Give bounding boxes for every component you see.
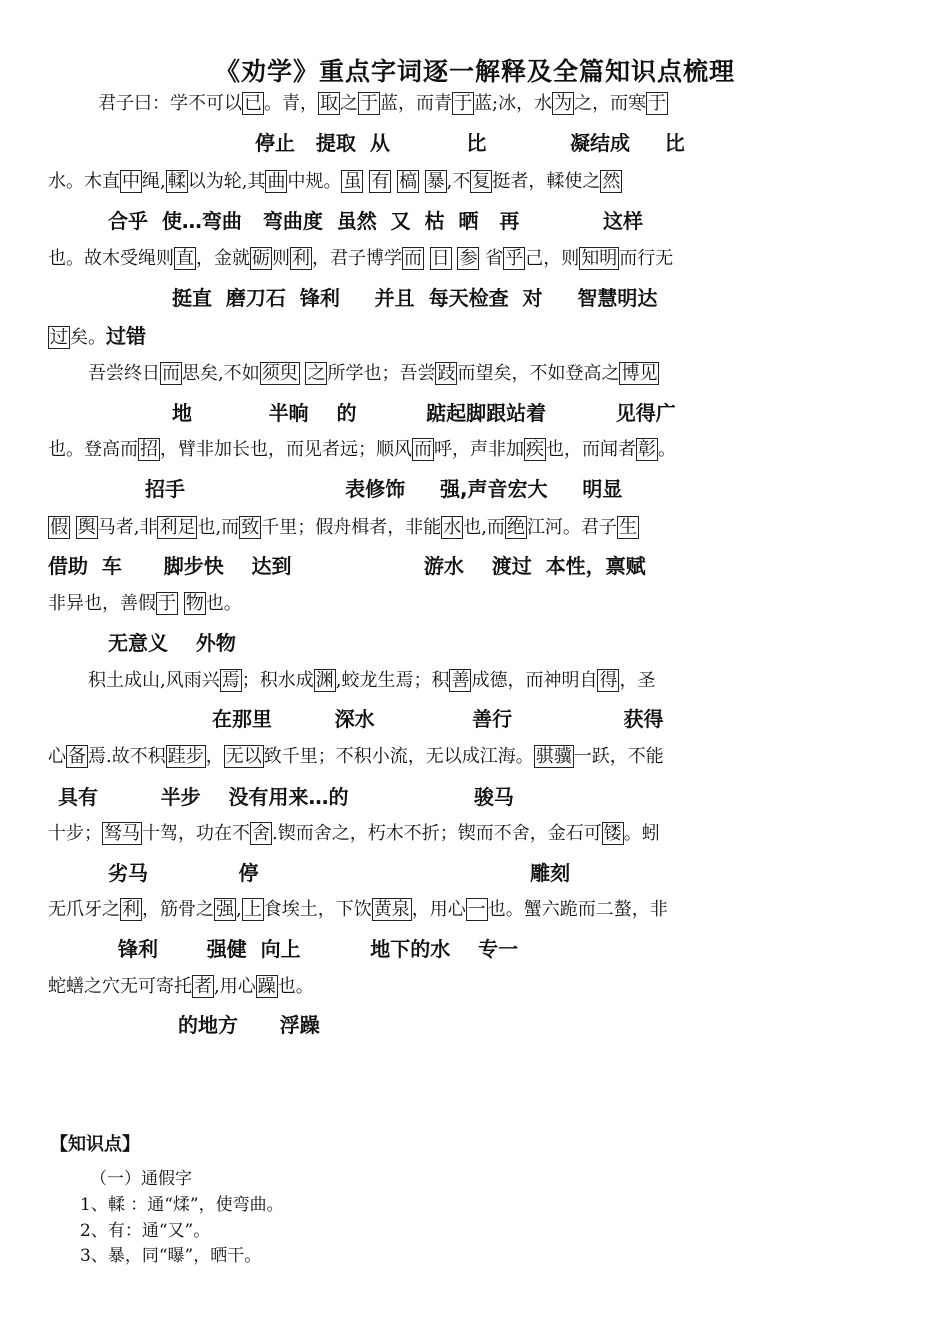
text-line-11: 十步； 驽马 十驾，功在不 舍 .锲而舍之，朽木不折；锲而不舍，金石可 镂 。蚓 (48, 823, 660, 844)
text-line-7: 假 舆 马者,非 利足 也,而 致 千里；假舟楫者，非能 水 也,而 绝 江河。君子 生 (50, 517, 637, 538)
gloss-line-2: 合乎 使…弯曲 弯曲度 虽然 又 枯 晒 再 这样 (108, 209, 643, 233)
gloss-line-12: 锋利 强健 向上 地下的水 专一 (118, 937, 519, 961)
gloss-line-8: 无意义 外物 (108, 631, 236, 655)
text-line-9: 积土成山,风雨兴 焉 ；积水成 渊 ,蛟龙生焉；积 善 成德，而神明自 得 ，圣 (88, 670, 656, 691)
gloss-line-6: 招手 表修饰 强,声音宏大 明显 (145, 477, 623, 501)
gloss-line-3: 挺直 磨刀石 锋利 并且 每天检查 对 智慧明达 (172, 286, 658, 310)
text-line-4: 过 矣。过错 (50, 324, 146, 348)
text-line-12: 无爪牙之 利 ，筋骨之 强 , 上 食埃土，下饮 黄泉 ，用心 一 也。蟹六跪而二螯，非 (48, 899, 668, 920)
text-line-5: 吾尝终日 而 思矣,不如 须臾 之 所学也；吾尝 跂 而望矣，不如登高之 博见 (88, 363, 658, 384)
gloss-line-5: 地 半晌 的 踮起脚跟站着 见得广 (172, 401, 676, 425)
text-line-10: 心 备 焉.故不积 跬步 ， 无以 致千里；不积小流，无以成江海。 骐骥 一跃，不能 (48, 746, 664, 767)
text-line-3: 也。故木受绳则 直 ，金就 砺 则 利 ，君子博学 而 日 参 省 乎 己，则 知明 而行无 (48, 248, 674, 269)
knowledge-item-3: 3、暴，同“曝”，晒干。 (80, 1246, 262, 1266)
gloss-line-11: 劣马 停 雕刻 (108, 861, 571, 885)
text-line-1: 君子曰：学不可以 已 。青， 取 之 于 蓝，而青 于 蓝;冰，水 为 之，而寒 于 (98, 93, 667, 114)
text-line-13: 蛇蟮之穴无可寄托 者 ,用心 躁 也。 (48, 976, 314, 997)
knowledge-section: （一）通假字 (90, 1169, 192, 1189)
knowledge-item-2: 2、有：通“又”。 (80, 1221, 211, 1241)
text-line-6: 也。登高而 招 ，臂非加长也，而见者远；顺风 而 呼，声非加 疾 也，而闻者 彰 。 (48, 439, 676, 460)
gloss-line-7: 借助 车 脚步快 达到 游水 渡过 本性，禀赋 (48, 554, 646, 578)
gloss-line-1: 停止 提取 从 比 凝结成 比 (255, 131, 685, 155)
gloss-line-10: 具有 半步 没有用来…的 骏马 (58, 785, 514, 809)
text-line-8: 非异也，善假 于 物 也。 (48, 593, 242, 614)
knowledge-item-1: 1、輮 ：通“煣”，使弯曲。 (80, 1195, 284, 1215)
text-line-2: 水。木直 中 绳, 輮 以为轮,其 曲 中规。 虽 有 槁 暴 ,不 复 挺者，輮使之 然 (48, 171, 621, 192)
gloss-line-9: 在那里 深水 善行 获得 (212, 707, 664, 731)
knowledge-heading: 【知识点】 (50, 1134, 140, 1155)
gloss-line-13: 的地方 浮躁 (178, 1013, 320, 1037)
gloss-inline-4: 过错 (106, 324, 146, 348)
page-title: 《劝学》重点字词逐一解释及全篇知识点梳理 (214, 57, 735, 86)
